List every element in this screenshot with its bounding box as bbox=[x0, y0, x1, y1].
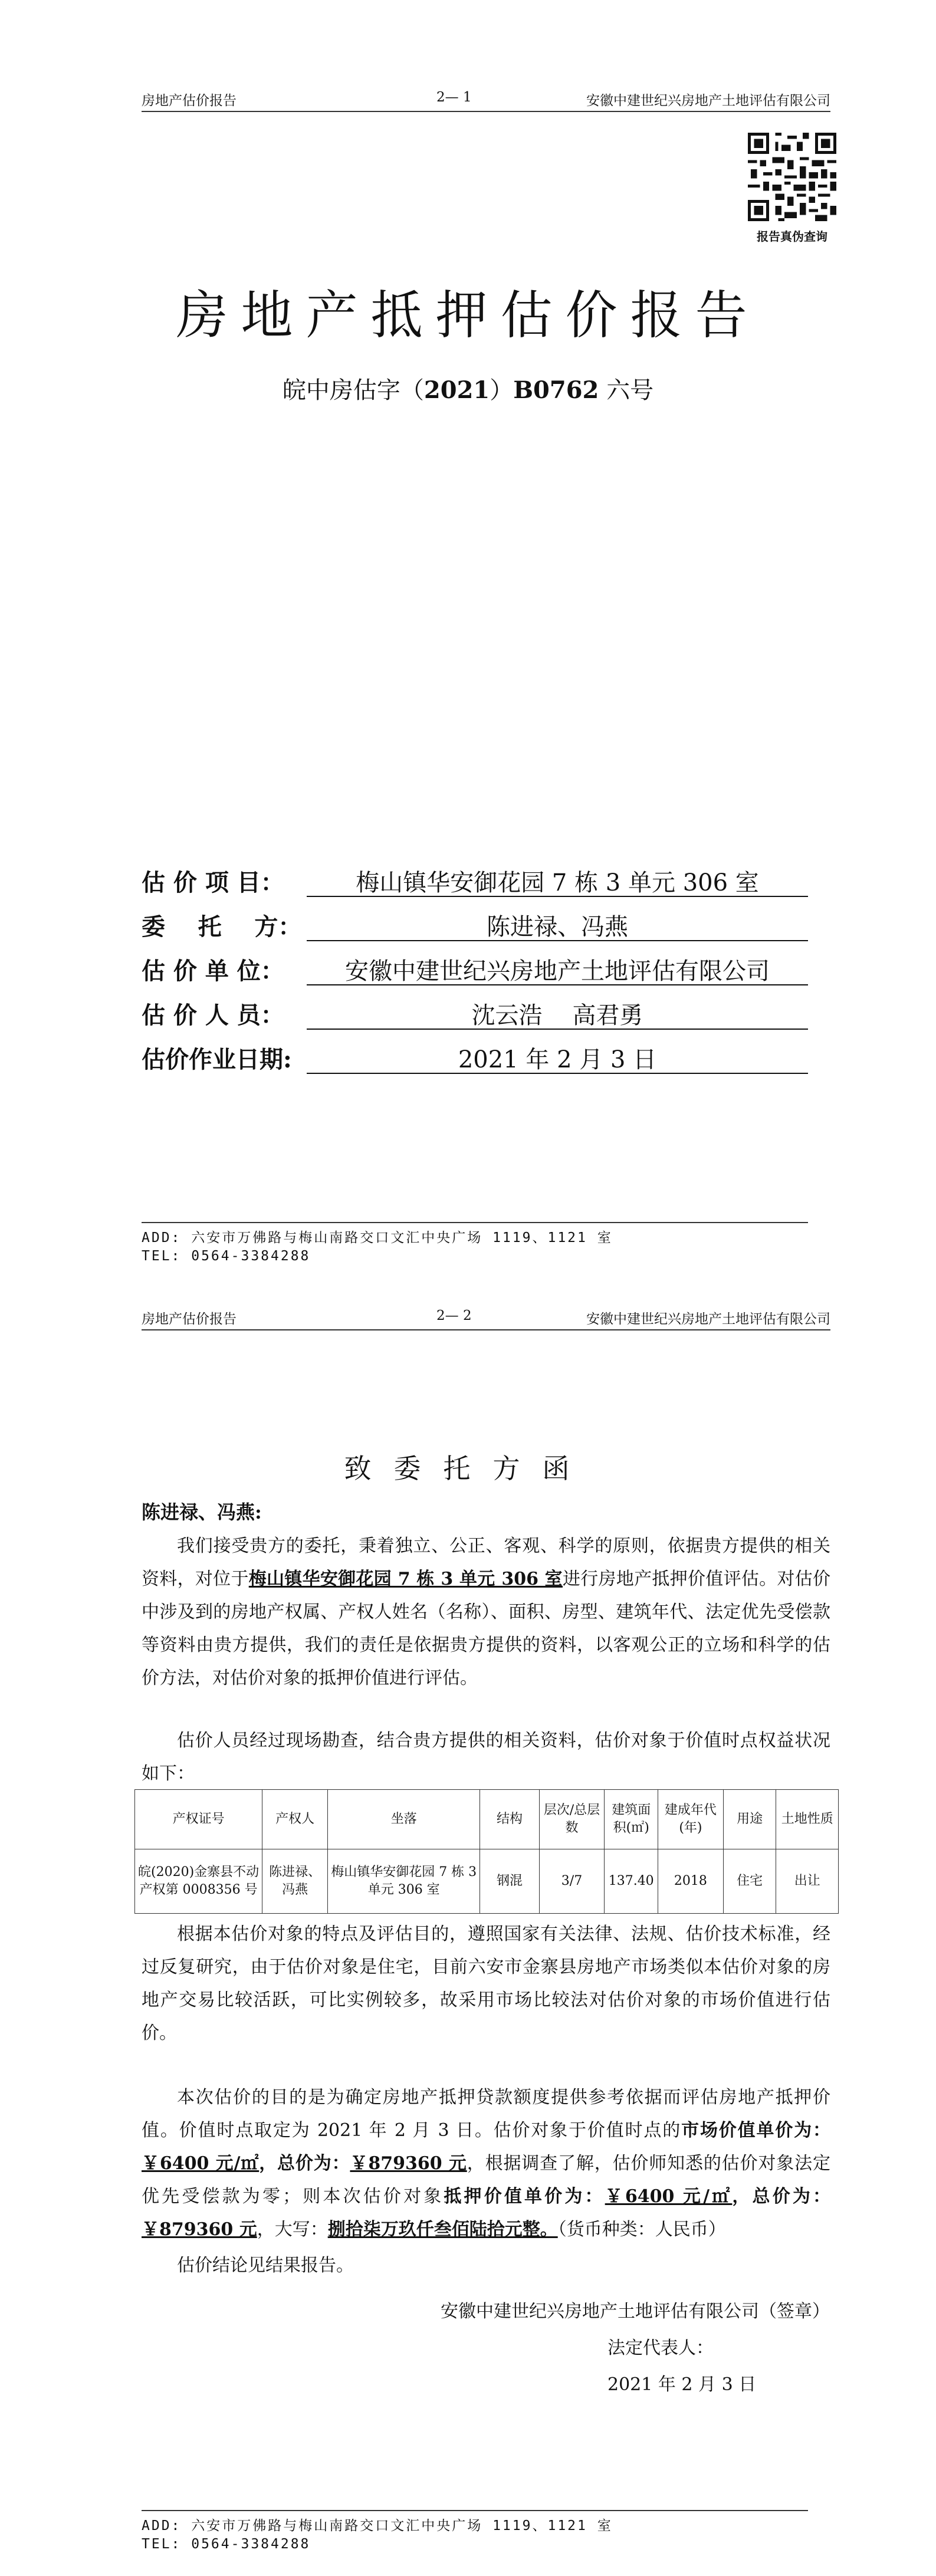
footer-divider bbox=[142, 1222, 808, 1223]
table-cell: 住宅 bbox=[723, 1849, 776, 1914]
market-total-label: ，总价为： bbox=[259, 2153, 350, 2174]
paragraph-conclusion bbox=[142, 2081, 830, 2246]
property-address: 梅山镇华安御花园 7 栋 3 单元 306 室 bbox=[248, 1569, 563, 1589]
table-header-cell: 建筑面积(㎡) bbox=[605, 1790, 658, 1849]
table-header-cell: 产权证号 bbox=[135, 1790, 262, 1849]
header-page-number: 2— 2 bbox=[436, 1308, 472, 1323]
docno-year: 2021 bbox=[423, 376, 490, 404]
info-row-project bbox=[142, 864, 808, 901]
page-2 bbox=[0, 1288, 936, 2576]
table-cell: 3/7 bbox=[539, 1849, 605, 1914]
table-header-cell: 坐落 bbox=[327, 1790, 480, 1849]
table-header-cell: 建成年代(年) bbox=[658, 1790, 724, 1849]
header-left: 房地产估价报告 bbox=[142, 1312, 237, 1327]
table-header-cell: 用途 bbox=[723, 1790, 776, 1849]
table-cell: 出让 bbox=[776, 1849, 839, 1914]
info-label: 委 托 方： bbox=[142, 913, 302, 941]
table-cell: 钢混 bbox=[480, 1849, 539, 1914]
salutation: 陈进禄、冯燕: bbox=[142, 1501, 262, 1523]
page-header bbox=[142, 1306, 830, 1330]
capital-amount: 捌拾柒万玖仟叁佰陆拾元整。 bbox=[327, 2219, 558, 2240]
paragraph-method: 根据本估价对象的特点及评估目的，遵照国家有关法律、法规、估价技术标准，经过反复研究，由于估价对象是住宅，目前六安市金寨县房地产市场类似本估价对象的房地产交易比较活跃，可比实例较多，故采用市场比较法对估价对象的市场价值进行估价。 bbox=[142, 1924, 830, 2043]
table-header-cell: 层次/总层数 bbox=[539, 1790, 605, 1849]
info-label: 估 价 人 员： bbox=[142, 1001, 284, 1029]
info-value: 陈进禄、冯燕 bbox=[307, 908, 808, 941]
paragraph-survey: 估价人员经过现场勘查，结合贵方提供的相关资料，估价对象于价值时点权益状况如下： bbox=[142, 1730, 830, 1784]
info-row-appraisers bbox=[142, 997, 808, 1033]
info-row-date bbox=[142, 1041, 808, 1077]
table-header-cell: 产权人 bbox=[262, 1790, 328, 1849]
table-header-cell: 结构 bbox=[480, 1790, 539, 1849]
header-company: 安徽中建世纪兴房地产土地评估有限公司 bbox=[586, 1312, 830, 1327]
docno-code: B0762 bbox=[513, 376, 599, 404]
footer-divider bbox=[142, 2510, 808, 2511]
footer-address: ADD: 六安市万佛路与梅山南路交口文汇中央广场 1119、1121 室 bbox=[142, 1230, 613, 1246]
qr-caption: 报告真伪查询 bbox=[757, 229, 827, 244]
info-label: 估 价 单 位： bbox=[142, 957, 284, 985]
letter-title: 致委托方函 bbox=[344, 1453, 592, 1484]
mortgage-unit-price: ￥6400 元/㎡ bbox=[605, 2186, 733, 2207]
capital-label: ，大写： bbox=[257, 2219, 328, 2240]
property-table bbox=[134, 1789, 839, 1914]
header-page-number: 2— 1 bbox=[436, 90, 472, 105]
mortgage-total-label: ，总价为： bbox=[732, 2186, 831, 2207]
docno-suffix: 六号 bbox=[599, 377, 654, 404]
footer-address: ADD: 六安市万佛路与梅山南路交口文汇中央广场 1119、1121 室 bbox=[142, 2518, 613, 2534]
market-unit-price: ￥6400 元/㎡ bbox=[142, 2153, 260, 2174]
paragraph-intro bbox=[142, 1530, 830, 1695]
info-row-appraiser-company bbox=[142, 952, 808, 989]
signature-company: 安徽中建世纪兴房地产土地评估有限公司（签章） bbox=[441, 2301, 830, 2322]
table-cell: 2018 bbox=[658, 1849, 724, 1914]
info-label: 估价作业日期: bbox=[142, 1046, 292, 1073]
table-header-row bbox=[135, 1790, 839, 1849]
page-header bbox=[142, 87, 830, 112]
table-cell: 陈进禄、冯燕 bbox=[262, 1849, 328, 1914]
market-total-price: ￥879360 元 bbox=[350, 2153, 467, 2174]
document-number bbox=[0, 372, 936, 405]
docno-mid: ） bbox=[490, 377, 514, 404]
info-value: 梅山镇华安御花园 7 栋 3 单元 306 室 bbox=[307, 864, 808, 897]
intro-text-a: 我们接受贵方的委托，秉着独立、公正、客观、科学的原则，依据贵方提供的相关资料，对位于 bbox=[142, 1536, 830, 1589]
signature-date: 2021 年 2 月 3 日 bbox=[607, 2374, 757, 2395]
info-label: 估 价 项 目： bbox=[142, 869, 284, 896]
report-title: 房地产抵押估价报告 bbox=[176, 285, 760, 346]
qr-code-icon[interactable] bbox=[748, 133, 836, 221]
info-value: 2021 年 2 月 3 日 bbox=[307, 1041, 808, 1074]
footer-phone: TEL: 0564-3384288 bbox=[142, 1248, 311, 1264]
header-left: 房地产估价报告 bbox=[142, 93, 237, 109]
docno-prefix: 皖中房估字（ bbox=[282, 377, 424, 404]
table-cell: 皖(2020)金寨县不动产权第 0008356 号 bbox=[135, 1849, 262, 1914]
conclusion-text-a: 本次估价的目的是为确定房地产抵押贷款额度提供参考依据而评估房地产抵押价值。价值时点取定为 2021 年 2 月 3 日。估价对象于价值时点的 bbox=[142, 2087, 830, 2141]
mortgage-total-price: ￥879360 元 bbox=[142, 2219, 257, 2240]
table-header-cell: 土地性质 bbox=[776, 1790, 839, 1849]
table-cell: 137.40 bbox=[605, 1849, 658, 1914]
footer-phone: TEL: 0564-3384288 bbox=[142, 2536, 311, 2552]
legal-representative: 法定代表人： bbox=[607, 2338, 714, 2358]
header-company: 安徽中建世纪兴房地产土地评估有限公司 bbox=[586, 93, 830, 109]
market-value-label: 市场价值单价为： bbox=[681, 2120, 830, 2141]
intro-text-b: 进行房地产抵押价值评估。对估价中涉及到的房地产权属、产权人姓名（名称）、面积、房型、建筑年代、法定优先受偿款等资料由贵方提供，我们的责任是依据贵方提供的资料，以客观公正的立场和科学的估价方法，对估价对象的抵押价值进行评估。 bbox=[142, 1569, 831, 1688]
info-value: 沈云浩 高君勇 bbox=[307, 997, 808, 1030]
paragraph-see-results: 估价结论见结果报告。 bbox=[177, 2255, 354, 2276]
info-value: 安徽中建世纪兴房地产土地评估有限公司 bbox=[307, 952, 808, 985]
info-row-client bbox=[142, 908, 808, 945]
table-cell: 梅山镇华安御花园 7 栋 3 单元 306 室 bbox=[327, 1849, 480, 1914]
mortgage-value-label: 抵押价值单价为： bbox=[444, 2186, 605, 2207]
currency-note: （货币种类：人民币） bbox=[557, 2219, 726, 2240]
conclusion-text-b: ，根据调查了解，估价师知悉的估价对象法定优先受偿款为零；则本次估价对象 bbox=[142, 2153, 830, 2207]
table-row bbox=[135, 1849, 839, 1914]
